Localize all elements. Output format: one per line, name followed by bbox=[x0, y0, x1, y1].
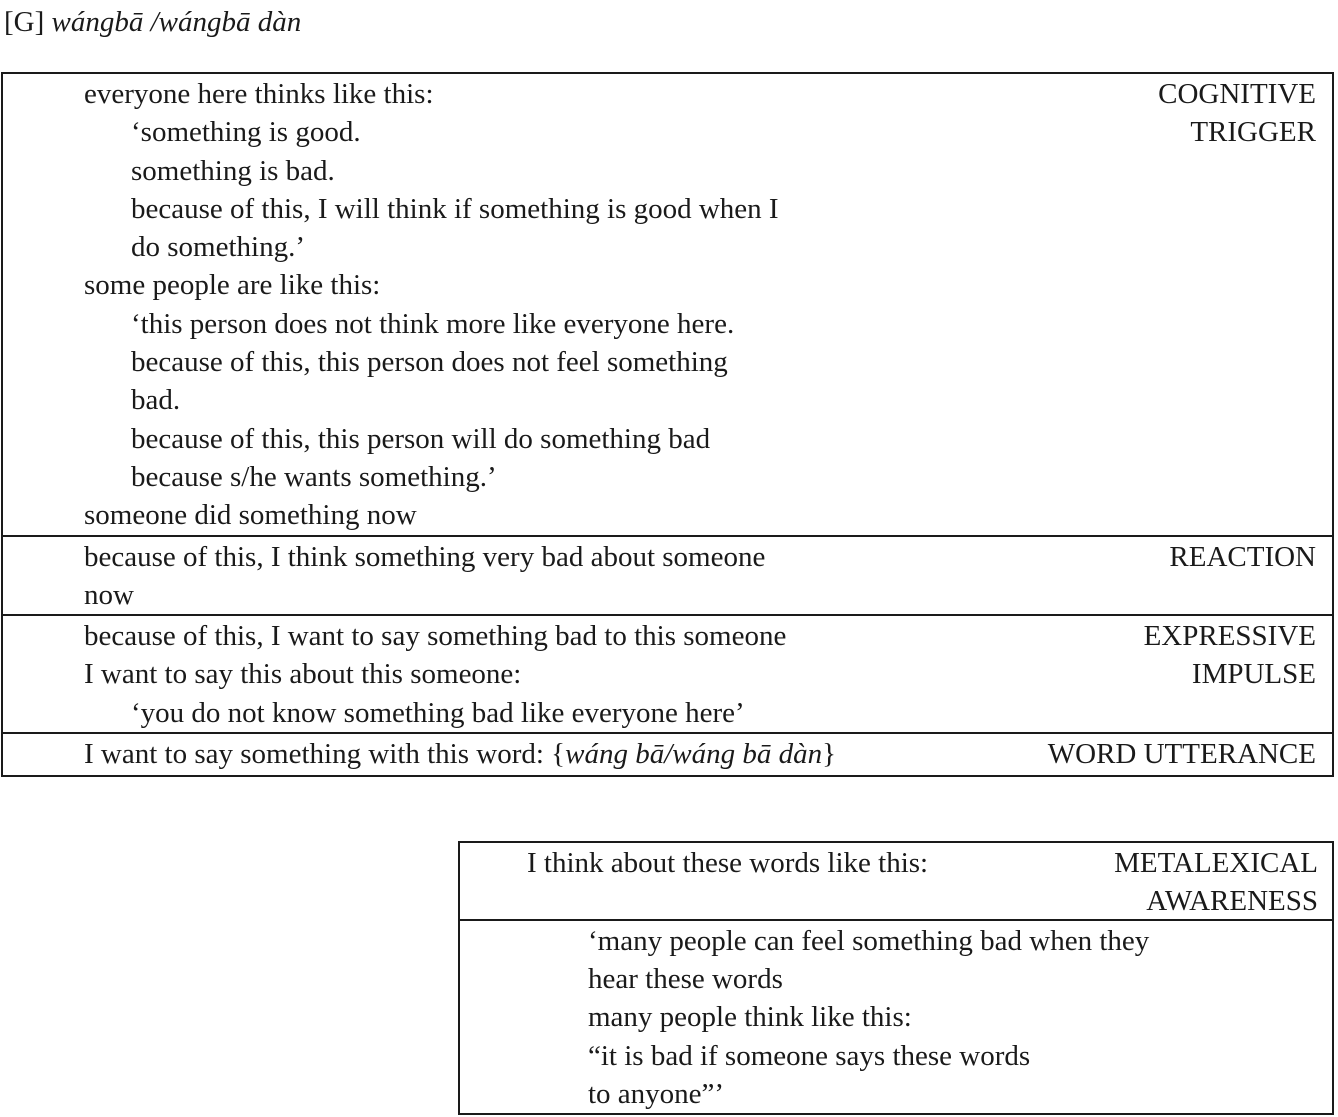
component-label bbox=[1144, 617, 1316, 694]
component-label-line: AWARENESS bbox=[1146, 885, 1318, 917]
explication-table bbox=[1, 72, 1334, 777]
explication-line: ‘something is good. bbox=[131, 116, 361, 149]
component-label bbox=[1158, 75, 1316, 152]
component-label-line: TRIGGER bbox=[1190, 116, 1316, 149]
explication-line: because of this, I will think if something is good when I bbox=[131, 192, 779, 225]
row-expressive-impulse bbox=[3, 614, 1332, 732]
explication-line: ‘you do not know something bad like everyone here’ bbox=[131, 696, 745, 729]
metalexical-line: “it is bad if someone says these words bbox=[588, 1039, 1031, 1072]
explication-line: do something.’ bbox=[131, 231, 305, 264]
explication-line: because of this, this person does not feel something bbox=[131, 346, 728, 379]
utterance-suffix: } bbox=[822, 738, 837, 771]
component-label-line: REACTION bbox=[1169, 540, 1316, 573]
row-text bbox=[3, 734, 904, 775]
utterance-line bbox=[84, 735, 904, 773]
row-word-utterance bbox=[3, 732, 1332, 775]
explication-line: because of this, I want to say something bad to this someone bbox=[84, 620, 787, 653]
heading-label: [G] bbox=[4, 6, 45, 38]
metalexical-line: many people think like this: bbox=[588, 1001, 912, 1034]
utterance-prefix: I want to say something with this word: { bbox=[84, 738, 566, 771]
component-label-line: IMPULSE bbox=[1191, 658, 1316, 691]
explication-line: something is bad. bbox=[131, 154, 335, 187]
explication-line: because s/he wants something.’ bbox=[131, 460, 497, 493]
explication-line: because of this, I think something very bad about someone bbox=[84, 540, 766, 573]
component-label-line: COGNITIVE bbox=[1158, 78, 1316, 110]
component-label bbox=[1169, 538, 1316, 576]
metalexical-table bbox=[458, 841, 1334, 1115]
explication-line: someone did something now bbox=[84, 499, 417, 532]
utterance-term: wáng bā/wáng bā dàn bbox=[565, 738, 823, 771]
metalexical-line: ‘many people can feel something bad when they bbox=[588, 925, 1150, 957]
component-label-line: WORD UTTERANCE bbox=[1047, 738, 1316, 771]
row-reaction bbox=[3, 535, 1332, 615]
explication-line: everyone here thinks like this: bbox=[84, 78, 434, 110]
row-text bbox=[3, 74, 904, 535]
explication-line: some people are like this: bbox=[84, 269, 381, 302]
explication-line: I want to say this about this someone: bbox=[84, 658, 522, 691]
metalexical-body bbox=[460, 921, 1332, 1113]
explication-line: ‘this person does not think more like everyone here. bbox=[131, 307, 735, 340]
row-text bbox=[3, 616, 904, 732]
explication-line: bad. bbox=[131, 384, 181, 417]
heading-term: wángbā /wángbā dàn bbox=[51, 6, 302, 38]
explication-line: because of this, this person will do something bad bbox=[131, 422, 711, 455]
metalexical-line: to anyone”’ bbox=[588, 1077, 725, 1110]
explication-heading bbox=[4, 0, 301, 44]
row-cognitive-trigger bbox=[3, 74, 1332, 535]
row-text bbox=[3, 537, 904, 615]
component-label bbox=[1048, 735, 1316, 773]
metalexical-lead: I think about these words like this: bbox=[527, 847, 929, 879]
metalexical-line: hear these words bbox=[588, 963, 783, 996]
metalexical-header bbox=[460, 843, 1332, 921]
component-label-line: EXPRESSIVE bbox=[1143, 620, 1316, 653]
component-label bbox=[1114, 844, 1318, 920]
component-label-line: METALEXICAL bbox=[1114, 847, 1318, 879]
explication-line: now bbox=[84, 578, 134, 611]
